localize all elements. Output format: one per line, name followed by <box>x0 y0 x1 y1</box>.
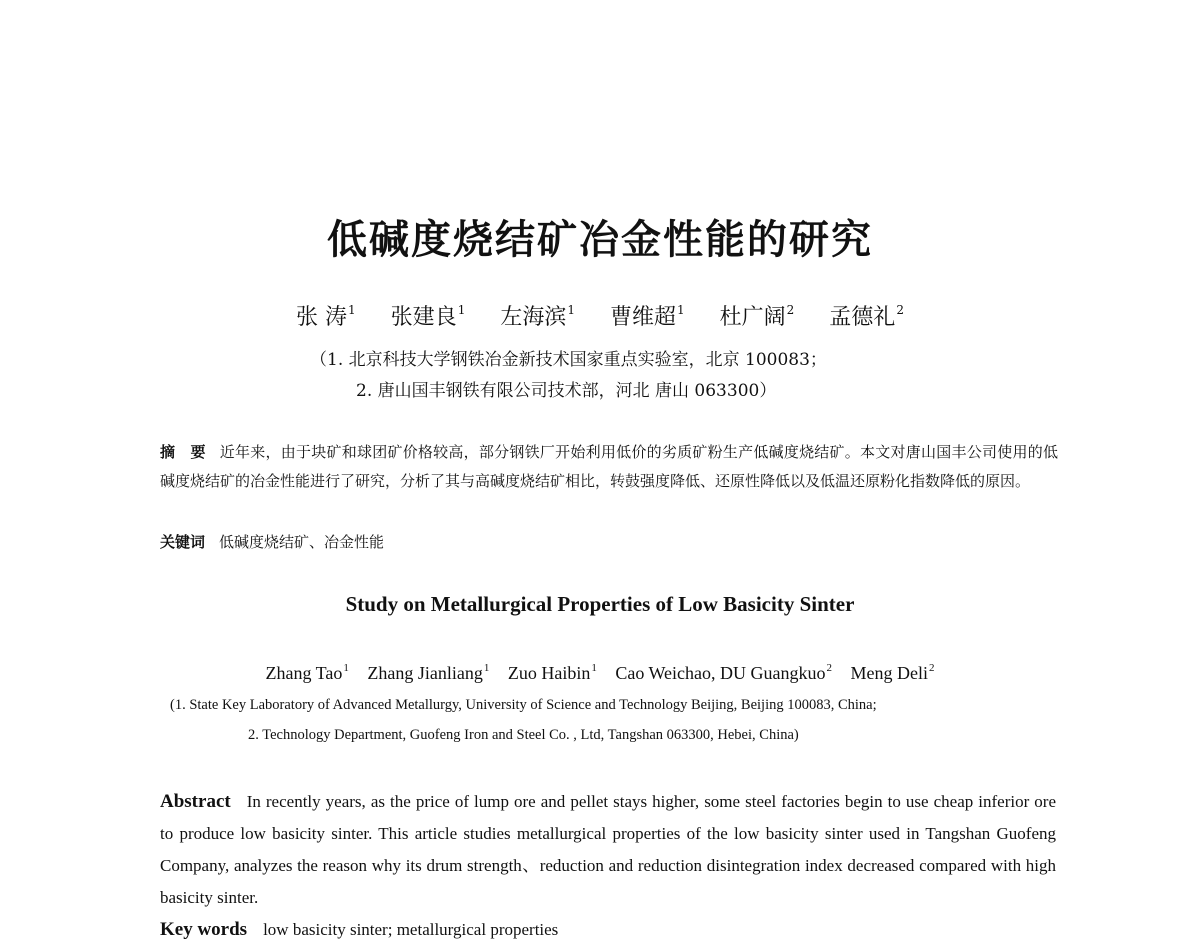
affiliation-mark: 1 <box>457 303 466 317</box>
author-name: Zhang Jianliang <box>367 663 483 683</box>
abstract-en <box>160 786 1056 914</box>
affiliation-mark: 2 <box>929 662 935 674</box>
author-cn <box>829 300 904 331</box>
affiliation-mark: 1 <box>677 303 685 317</box>
abstract-cn-text: 近年来，由于块矿和球团矿价格较高，部分钢铁厂开始利用低价的劣质矿粉生产低碱度烧结矿。本文对唐山国丰公司使用的低碱度烧结矿的冶金性能进行了研究，分析了其与高碱度烧结矿相比，转鼓强度降低、还原性降低以及低温还原粉化指数降低的原因。 <box>160 443 1058 490</box>
affiliation-en-1: (1. State Key Laboratory of Advanced Metallurgy, University of Science and Technology Beijing, Beijing 100083, China; <box>170 697 877 713</box>
author-cn <box>500 300 575 331</box>
author-name: 左海滨 <box>500 305 567 330</box>
author-cn <box>720 300 795 331</box>
keywords-cn-text: 低碱度烧结矿、冶金性能 <box>219 533 385 551</box>
keywords-en-text: low basicity sinter; metallurgical properties <box>263 920 559 939</box>
author-name: Zhang Tao <box>265 663 343 683</box>
affiliation-mark: 1 <box>348 303 356 317</box>
author-cn <box>610 300 685 331</box>
affiliation-mark: 1 <box>567 303 575 317</box>
abstract-en-label: Abstract <box>160 791 231 812</box>
affiliation-mark: 1 <box>483 662 490 674</box>
keywords-en-label: Key words <box>160 919 248 940</box>
author-name: 曹维超 <box>609 305 676 330</box>
author-list-en <box>0 662 1200 684</box>
affiliation-mark: 1 <box>591 662 597 674</box>
author-cn <box>391 300 466 331</box>
author-en <box>508 662 597 684</box>
author-name: 张 涛 <box>296 305 348 330</box>
author-name: 张建良 <box>390 305 457 330</box>
paper-title-en: Study on Metallurgical Properties of Low Basicity Sinter <box>345 592 855 616</box>
author-en <box>265 662 348 684</box>
affiliation-mark: 2 <box>896 303 904 317</box>
author-name: Zuo Haibin <box>507 663 591 683</box>
author-en <box>851 662 935 684</box>
abstract-cn <box>160 438 1058 496</box>
author-name: 孟德礼 <box>829 305 896 330</box>
author-name: Meng Deli <box>850 663 929 683</box>
keywords-cn <box>160 528 1058 557</box>
author-name: 杜广阔 <box>719 305 786 330</box>
keywords-en <box>160 914 1056 946</box>
affiliation-mark: 2 <box>786 303 795 317</box>
affiliation-en-2: 2. Technology Department, Guofeng Iron and Steel Co. , Ltd, Tangshan 063300, Hebei, China) <box>248 727 799 743</box>
abstract-en-text: In recently years, as the price of lump ore and pellet stays higher, some steel factories begin to use cheap inferior ore to produce low basicity sinter. This article studies metallurgical properties of the low basicity sinter used in Tangshan Guofeng Company, analyzes the reason why its drum strength、reduction and reduction disintegration index decreased compared with high basicity sinter. <box>160 792 1056 907</box>
affiliation-cn-2: 2. 唐山国丰钢铁有限公司技术部，河北 唐山 063300） <box>356 381 777 401</box>
author-list-cn <box>0 300 1200 331</box>
keywords-cn-label: 关键词 <box>160 533 206 551</box>
author-en <box>367 662 489 684</box>
author-en <box>615 662 832 684</box>
affiliation-cn-1: （1. 北京科技大学钢铁冶金新技术国家重点实验室，北京 100083； <box>310 350 827 370</box>
affiliation-mark: 2 <box>826 662 833 674</box>
paper-title-cn: 低碱度烧结矿冶金性能的研究 <box>327 217 873 263</box>
author-name: Cao Weichao, DU Guangkuo <box>615 663 826 683</box>
author-cn <box>296 300 356 331</box>
abstract-cn-label: 摘 要 <box>160 443 206 461</box>
affiliation-mark: 1 <box>343 662 349 674</box>
